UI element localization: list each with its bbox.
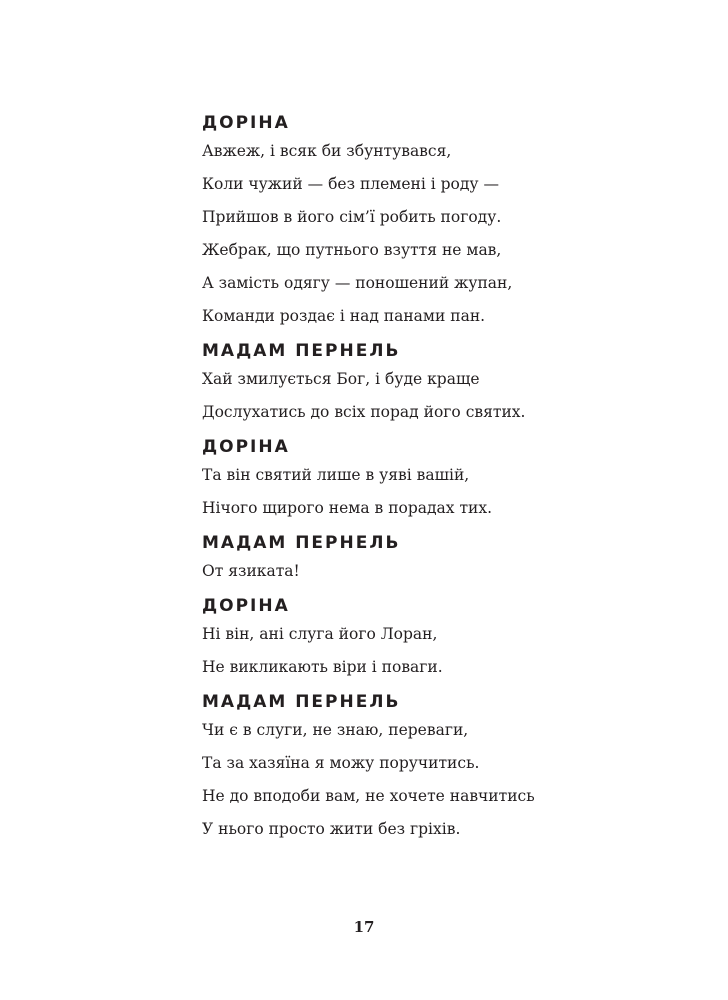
dialogue-block xyxy=(202,108,642,336)
verse-line: Авжеж, і всяк би збунтувався, xyxy=(202,142,452,160)
verse-line: А замість одягу — поношений жупан, xyxy=(202,274,513,292)
speaker-name: МАДАМ ПЕРНЕЛЬ xyxy=(202,692,401,712)
speaker-name: МАДАМ ПЕРНЕЛЬ xyxy=(202,341,401,361)
dialogue-block xyxy=(202,432,642,528)
verse-line: Ні він, ані слуга його Лоран, xyxy=(202,625,438,643)
verse-line: Коли чужий — без племені і роду — xyxy=(202,175,499,193)
page-number: 17 xyxy=(353,918,375,936)
speaker-name: ДОРІНА xyxy=(202,437,290,457)
speaker-name: ДОРІНА xyxy=(202,596,290,616)
verse-line: Чи є в слуги, не знаю, переваги, xyxy=(202,721,469,739)
verse-line: Та за хазяїна я можу поручитись. xyxy=(202,754,480,772)
verse-line: Та він святий лише в уяві вашій, xyxy=(202,466,470,484)
verse-line: Команди роздає і над панами пан. xyxy=(202,307,486,325)
verse-line: Дослухатись до всіх порад його святих. xyxy=(202,403,526,421)
verse-line: Жебрак, що путнього взуття не мав, xyxy=(202,241,502,259)
verse-line: Нічого щирого нема в порадах тих. xyxy=(202,499,493,517)
verse-line: Прийшов в його сім’ї робить погоду. xyxy=(202,208,502,226)
verse-line: У нього просто жити без гріхів. xyxy=(202,820,461,838)
dialogue-block xyxy=(202,336,642,432)
verse-line: Не викликають віри і поваги. xyxy=(202,658,443,676)
dialogue-block xyxy=(202,591,642,687)
speaker-name: ДОРІНА xyxy=(202,113,290,133)
speaker-name: МАДАМ ПЕРНЕЛЬ xyxy=(202,533,401,553)
dialogue-block xyxy=(202,687,642,849)
dialogue-text xyxy=(202,108,642,849)
dialogue-block xyxy=(202,528,642,591)
verse-line: От язиката! xyxy=(202,562,300,580)
verse-line: Хай змилується Бог, і буде краще xyxy=(202,370,480,388)
verse-line: Не до вподоби вам, не хочете навчитись xyxy=(202,787,535,805)
